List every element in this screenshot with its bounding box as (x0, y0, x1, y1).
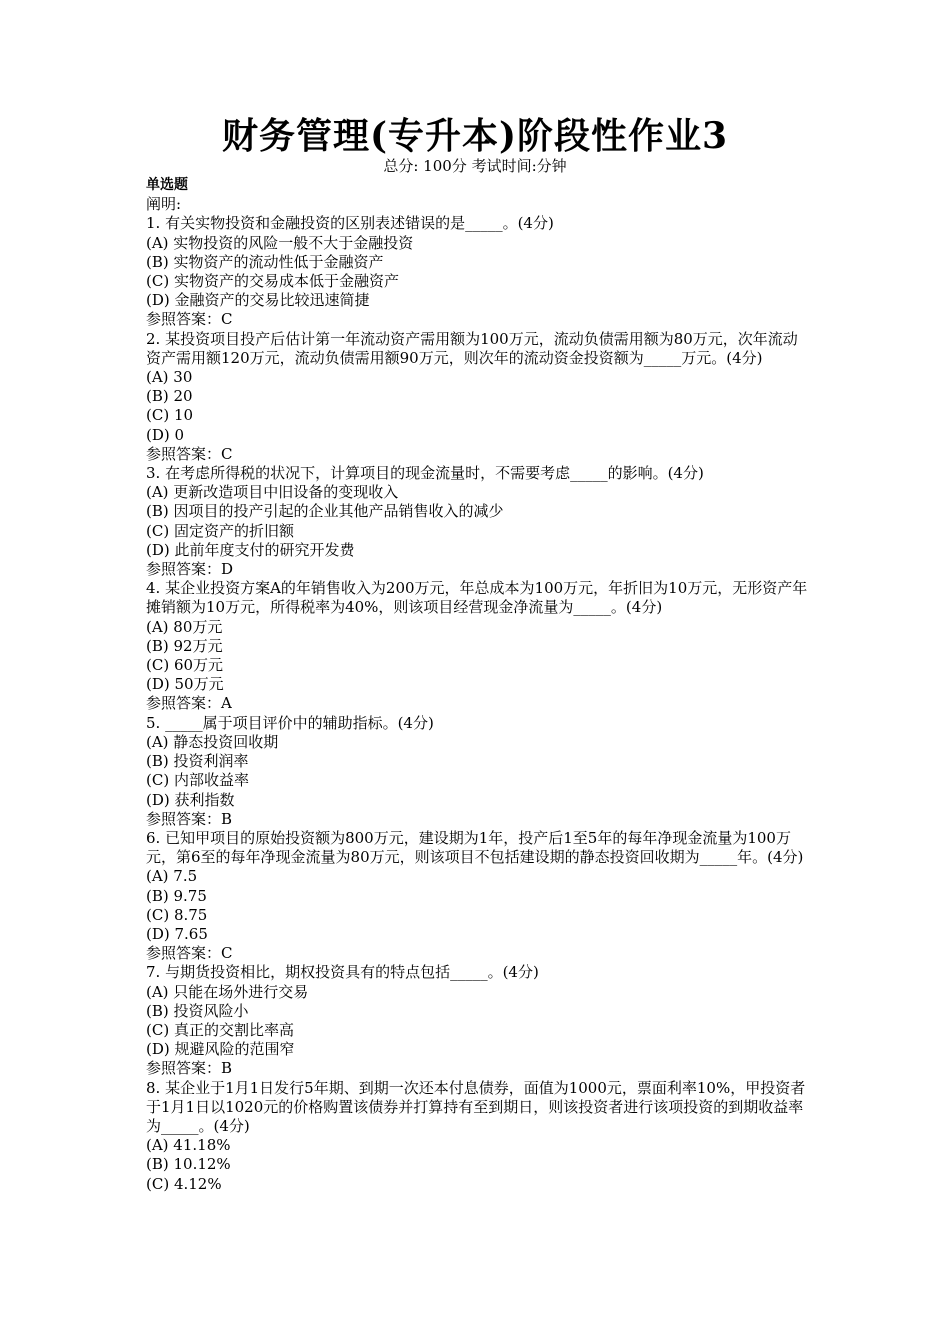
reference-answer: 参照答案：A (146, 694, 232, 713)
reference-answer: 参照答案：B (146, 1059, 233, 1078)
option-b: (B) 10.12% (146, 1155, 231, 1174)
option-d: (D) 规避风险的范围窄 (146, 1040, 295, 1059)
option-a: (A) 静态投资回收期 (146, 732, 279, 751)
question-text: 7. 与期货投资相比，期权投资具有的特点包括_____。(4分) (146, 963, 539, 982)
question-text: 2. 某投资项目投产后估计第一年流动资产需用额为100万元，流动负债需用额为80万元，次年流动资产需用额120万元，流动负债需用额90万元，则次年的流动资金投资额为_____万元。(4分) (146, 329, 798, 367)
question-text: 6. 已知甲项目的原始投资额为800万元，建设期为1年，投产后1至5年的每年净现金流量为100万元，第6至的每年净现金流量为80万元，则该项目不包括建设期的静态投资回收期为_____年。(4分) (146, 828, 804, 867)
question-text: 8. 某企业于1月1日发行5年期、到期一次还本付息债券，面值为1000元，票面利率10%，甲投资者于1月1日以1020元的价格购置该债券并打算持有至到期日，则该投资者进行该项投资的到期收益率为_____。(4分) (146, 1078, 806, 1135)
question-text: 5. _____属于项目评价中的辅助指标。(4分) (146, 713, 434, 732)
option-c: (C) 固定资产的折旧额 (146, 521, 294, 540)
reference-answer: 参照答案：D (146, 560, 234, 579)
reference-answer: 参照答案：C (146, 444, 233, 463)
option-d: (D) 获利指数 (146, 790, 235, 809)
option-a: (A) 更新改造项目中旧设备的变现收入 (146, 483, 399, 502)
option-d: (D) 金融资产的交易比较迅速简捷 (146, 291, 370, 310)
question-text: 3. 在考虑所得税的状况下，计算项目的现金流量时，不需要考虑_____的影响。(4分) (146, 464, 704, 483)
option-b: (B) 因项目的投产引起的企业其他产品销售收入的减少 (146, 502, 504, 521)
question-text: 4. 某企业投资方案A的年销售收入为200万元，年总成本为100万元，年折旧为10万元，无形资产年摊销额为10万元，所得税率为40%，则该项目经营现金净流量为_____。(4分) (146, 579, 808, 617)
reference-answer: 参照答案：C (146, 310, 233, 329)
instructions: 阐明: (146, 195, 182, 214)
option-b: (B) 20 (146, 387, 193, 406)
option-b: (B) 投资风险小 (146, 1001, 249, 1020)
option-a: (A) 只能在场外进行交易 (146, 982, 309, 1001)
option-d: (D) 50万元 (146, 675, 224, 694)
option-b: (B) 实物资产的流动性低于金融资产 (146, 252, 384, 271)
option-b: (B) 9.75 (146, 886, 207, 905)
option-b: (B) 投资利润率 (146, 752, 249, 771)
question-content (146, 176, 810, 1194)
page-subtitle: 总分: 100分 考试时间:分钟 (383, 157, 567, 175)
option-c: (C) 8.75 (146, 905, 208, 924)
option-a: (A) 80万元 (146, 617, 223, 636)
option-c: (C) 60万元 (146, 656, 224, 675)
option-a: (A) 实物投资的风险一般不大于金融投资 (146, 233, 414, 252)
option-a: (A) 41.18% (146, 1136, 231, 1155)
page-title: 财务管理(专升本)阶段性作业3 (221, 115, 729, 157)
option-d: (D) 此前年度支付的研究开发费 (146, 540, 355, 559)
option-a: (A) 7.5 (146, 867, 198, 886)
option-b: (B) 92万元 (146, 636, 223, 655)
reference-answer: 参照答案：B (146, 809, 233, 828)
question-text: 1. 有关实物投资和金融投资的区别表述错误的是_____。(4分) (146, 214, 554, 233)
reference-answer: 参照答案：C (146, 944, 233, 963)
option-a: (A) 30 (146, 368, 193, 387)
option-d: (D) 0 (146, 425, 185, 444)
option-c: (C) 10 (146, 406, 194, 425)
option-d: (D) 7.65 (146, 924, 208, 943)
section-title: 单选题 (146, 177, 188, 193)
option-c: (C) 真正的交割比率高 (146, 1020, 294, 1039)
option-c: (C) 实物资产的交易成本低于金融资产 (146, 272, 399, 291)
option-c: (C) 4.12% (146, 1174, 222, 1193)
option-c: (C) 内部收益率 (146, 771, 249, 790)
